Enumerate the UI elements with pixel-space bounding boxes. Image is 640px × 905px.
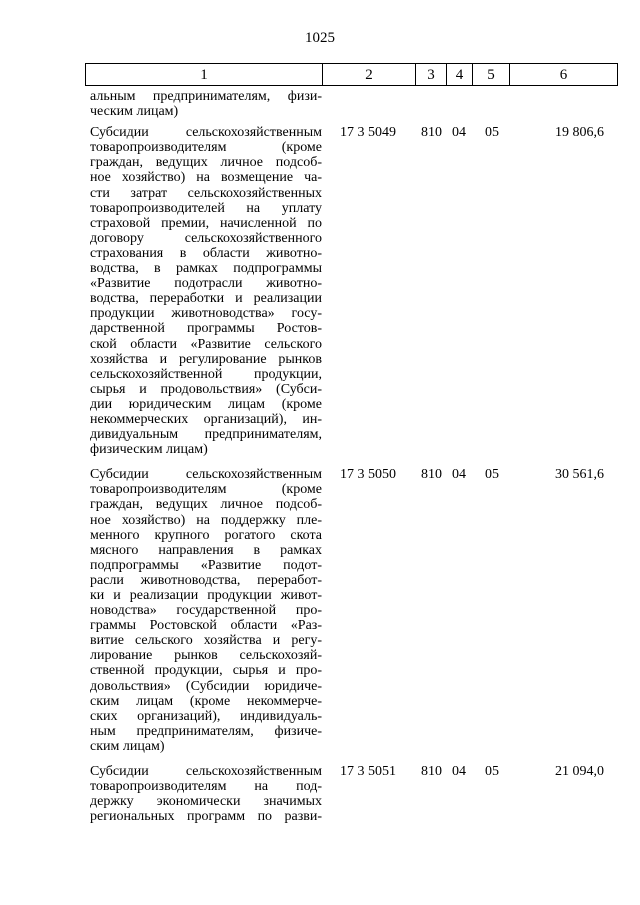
text-line: Субсидии сельскохозяйственным bbox=[90, 467, 322, 483]
row-code: 17 3 5049 bbox=[340, 125, 396, 141]
text-line: некоммерческих организаций), ин- bbox=[90, 411, 322, 427]
text-line: менного крупного рогатого скота bbox=[90, 527, 322, 543]
row-description bbox=[90, 125, 322, 457]
text-line: дарственной программы Ростов- bbox=[90, 321, 322, 337]
text-line: граждан, ведущих личное подсоб- bbox=[90, 497, 322, 513]
text-line: довольствия» (Субсидии юридиче- bbox=[90, 678, 322, 694]
text-line: хозяйства и регулирование рынков bbox=[90, 351, 322, 367]
text-line: альным предпринимателям, физи- bbox=[90, 89, 322, 104]
text-line: расли животноводства, переработ- bbox=[90, 572, 322, 588]
row-col-3: 810 bbox=[421, 467, 442, 483]
text-line: товаропроизводителям (кроме bbox=[90, 482, 322, 498]
header-col-1: 1 bbox=[86, 64, 323, 86]
text-line: лирование рынков сельскохозяй- bbox=[90, 648, 322, 664]
text-line: товаропроизводителей на уплату bbox=[90, 200, 322, 216]
row-description bbox=[90, 764, 322, 824]
text-line: ской области «Развитие сельского bbox=[90, 336, 322, 352]
text-line: Субсидии сельскохозяйственным bbox=[90, 764, 322, 780]
table-row bbox=[0, 89, 640, 119]
text-line: сырья и продовольствия» (Субси- bbox=[90, 381, 322, 397]
page-number: 1025 bbox=[305, 30, 335, 46]
header-col-6: 6 bbox=[510, 64, 618, 86]
row-amount: 30 561,6 bbox=[555, 467, 604, 483]
row-col-4: 04 bbox=[452, 125, 466, 141]
text-line: сти затрат сельскохозяйственных bbox=[90, 185, 322, 201]
text-line: страхования в области животно- bbox=[90, 245, 322, 261]
header-col-2: 2 bbox=[323, 64, 416, 86]
text-line: витие сельского хозяйства и регу- bbox=[90, 633, 322, 649]
text-line: продукции животноводства» госу- bbox=[90, 306, 322, 322]
row-col-4: 04 bbox=[452, 467, 466, 483]
text-line: сельскохозяйственной продукции, bbox=[90, 366, 322, 382]
text-line: держку экономически значимых bbox=[90, 794, 322, 810]
row-amount: 19 806,6 bbox=[555, 125, 604, 141]
header-col-5: 5 bbox=[473, 64, 510, 86]
row-col-3: 810 bbox=[421, 764, 442, 780]
text-line: водства, в рамках подпрограммы bbox=[90, 261, 322, 277]
text-line: Субсидии сельскохозяйственным bbox=[90, 125, 322, 141]
text-line: ным предпринимателям, физиче- bbox=[90, 723, 322, 739]
text-line: подпрограммы «Развитие подот- bbox=[90, 557, 322, 573]
row-col-5: 05 bbox=[485, 125, 499, 141]
text-line: договору сельскохозяйственного bbox=[90, 230, 322, 246]
text-line: ное хозяйство) на возмещение ча- bbox=[90, 170, 322, 186]
row-col-3: 810 bbox=[421, 125, 442, 141]
row-code: 17 3 5051 bbox=[340, 764, 396, 780]
row-col-5: 05 bbox=[485, 764, 499, 780]
text-line: страховой премии, начисленной по bbox=[90, 215, 322, 231]
text-line: ственной продукции, сырья и про- bbox=[90, 663, 322, 679]
text-line: дии юридическим лицам (кроме bbox=[90, 396, 322, 412]
row-description bbox=[90, 467, 322, 754]
text-line: граждан, ведущих личное подсоб- bbox=[90, 155, 322, 171]
text-line: мясного направления в рамках bbox=[90, 542, 322, 558]
text-line: дивидуальным предпринимателям, bbox=[90, 427, 322, 443]
row-code: 17 3 5050 bbox=[340, 467, 396, 483]
table-row bbox=[0, 764, 640, 824]
text-line: физическим лицам) bbox=[90, 442, 208, 458]
text-line: ное хозяйство) на поддержку пле- bbox=[90, 512, 322, 528]
row-col-4: 04 bbox=[452, 764, 466, 780]
text-line: ческим лицам) bbox=[90, 104, 179, 120]
text-line: ских организаций), индивидуаль- bbox=[90, 708, 322, 724]
text-line: ским лицам (кроме некоммерче- bbox=[90, 693, 322, 709]
text-line: водства, переработки и реализации bbox=[90, 291, 322, 307]
header-col-3: 3 bbox=[416, 64, 447, 86]
table-row bbox=[0, 467, 640, 754]
text-line: ки и реализации продукции живот- bbox=[90, 588, 322, 603]
header-col-4: 4 bbox=[447, 64, 473, 86]
text-line: ским лицам) bbox=[90, 738, 165, 754]
row-col-5: 05 bbox=[485, 467, 499, 483]
row-description bbox=[90, 89, 322, 119]
text-line: региональных программ по разви- bbox=[90, 809, 322, 825]
text-line: товаропроизводителям (кроме bbox=[90, 140, 322, 156]
table-row bbox=[0, 125, 640, 457]
row-amount: 21 094,0 bbox=[555, 764, 604, 780]
text-line: товаропроизводителям на под- bbox=[90, 779, 322, 795]
text-line: граммы Ростовской области «Раз- bbox=[90, 618, 322, 634]
text-line: «Развитие подотрасли животно- bbox=[90, 276, 322, 292]
table-header bbox=[85, 63, 618, 86]
text-line: новодства» государственной про- bbox=[90, 603, 322, 619]
table-body bbox=[0, 89, 640, 834]
